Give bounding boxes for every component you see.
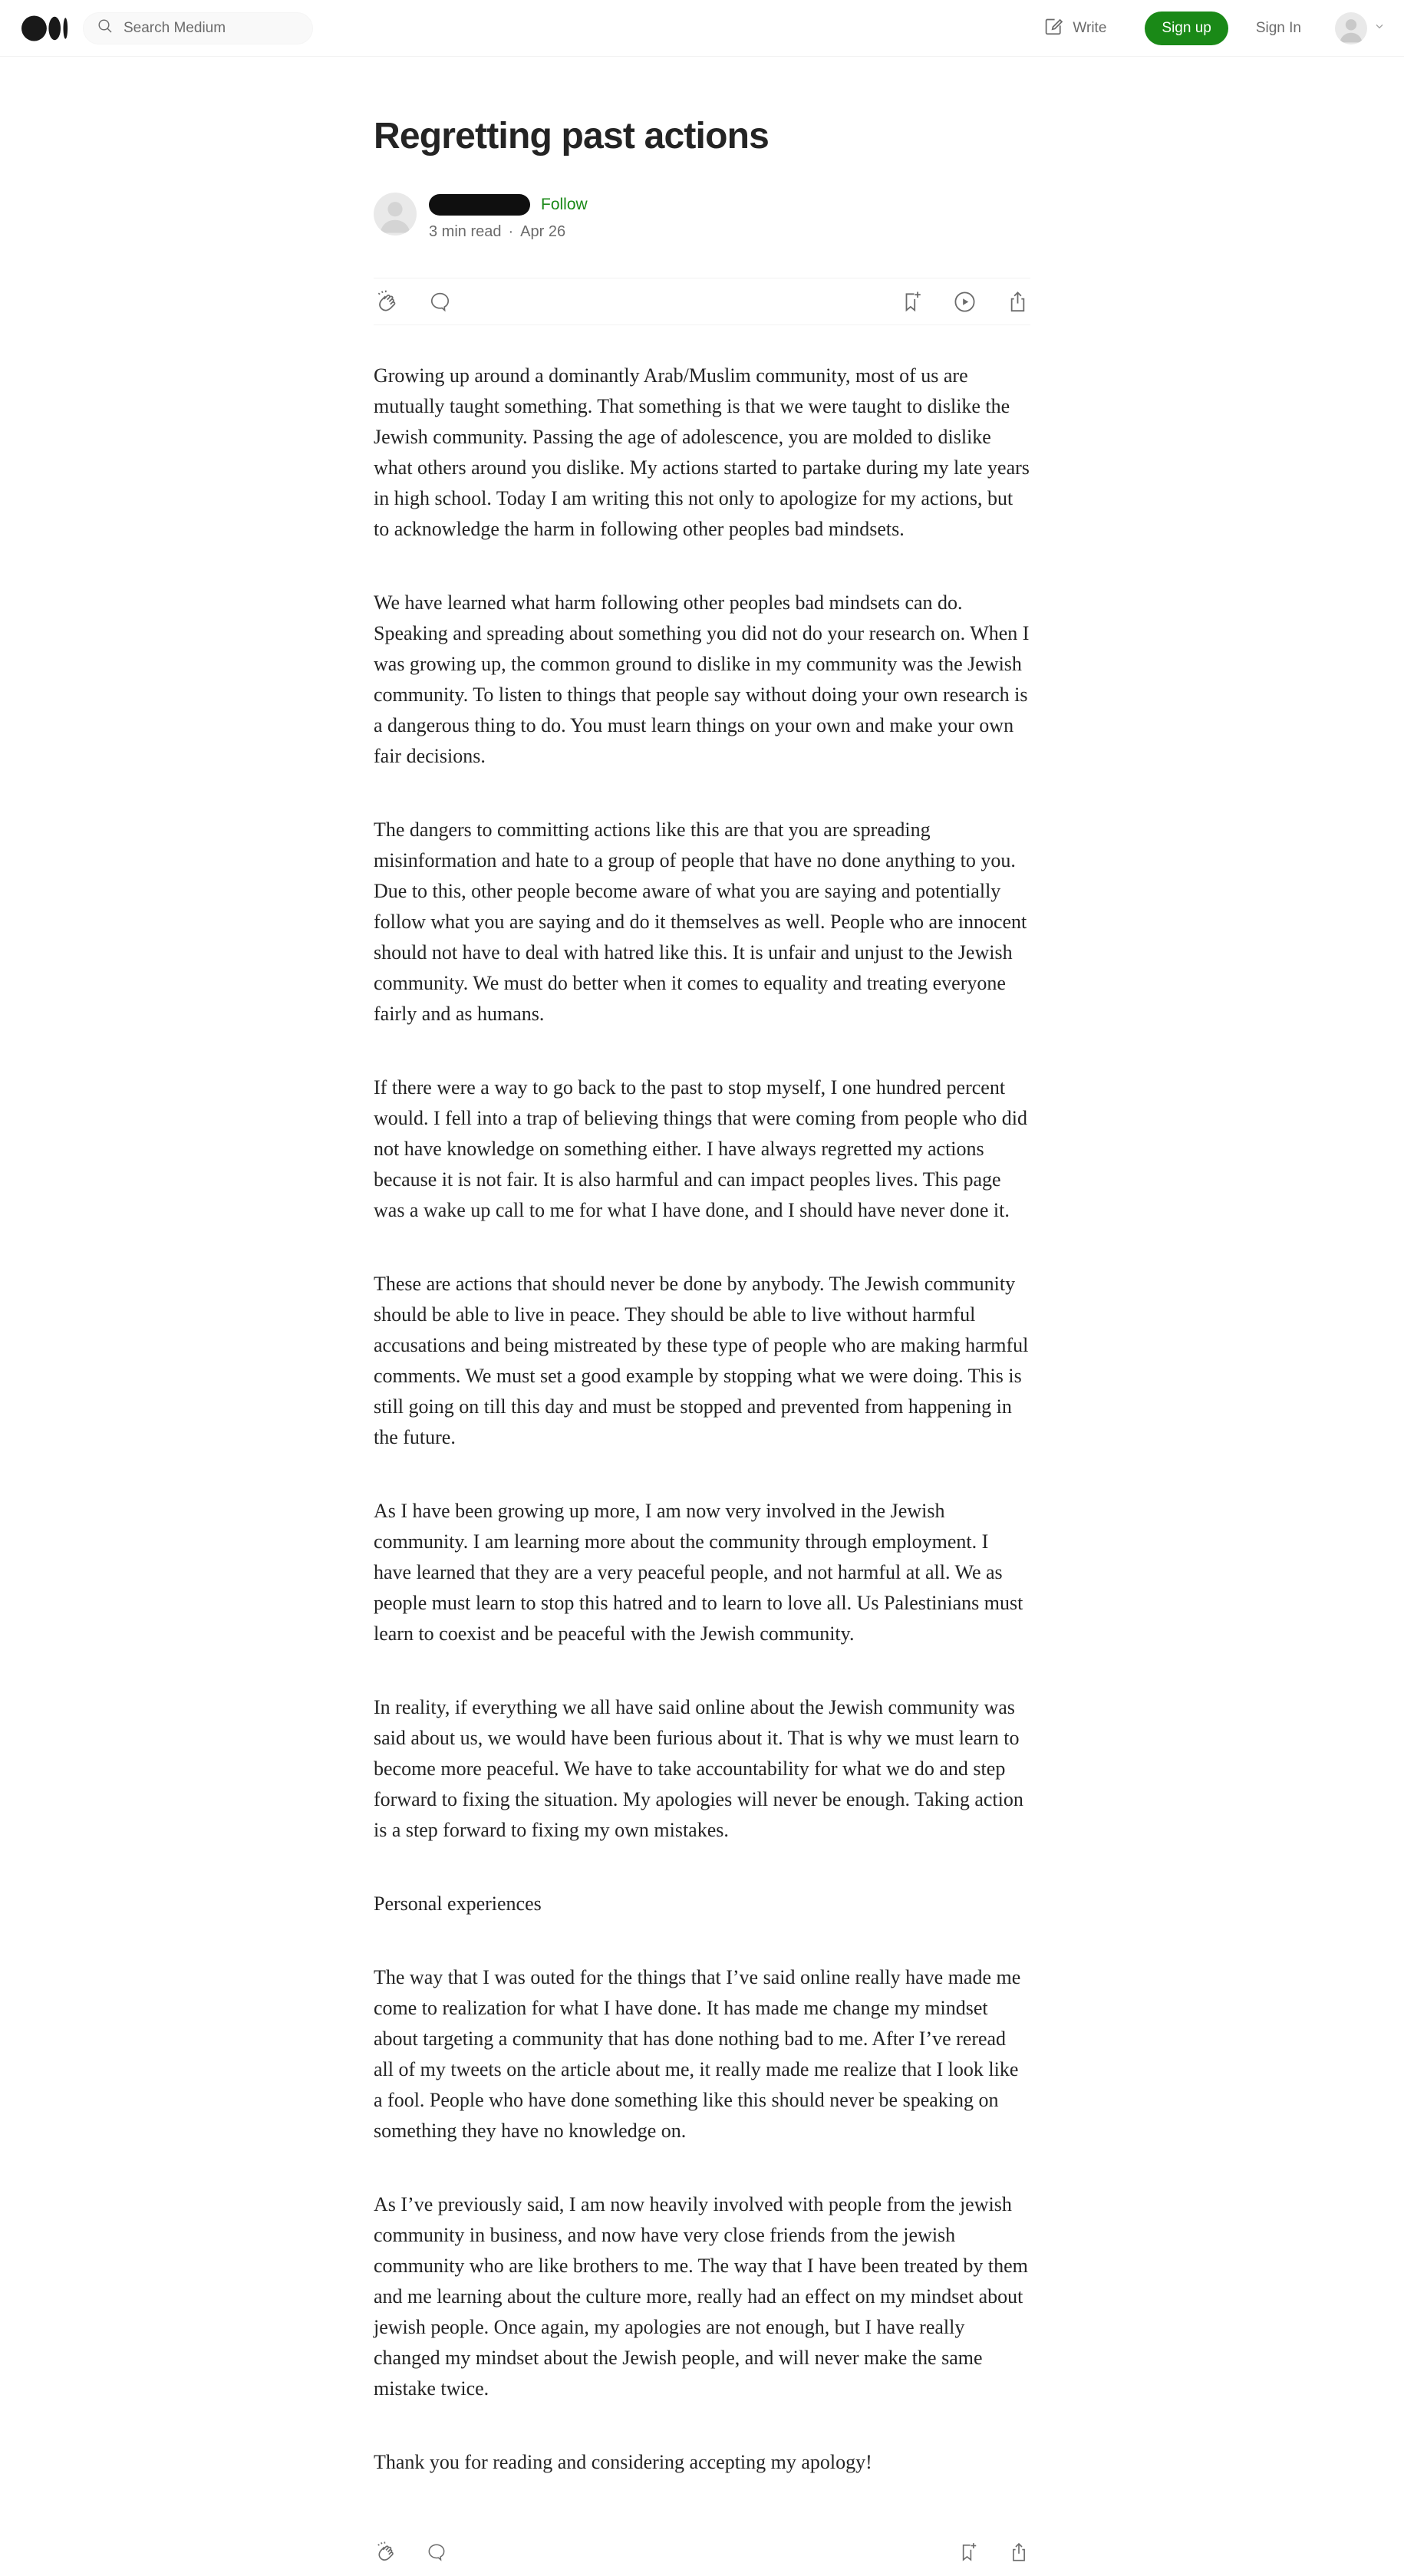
user-menu[interactable] bbox=[1335, 12, 1386, 44]
read-time: 3 min read bbox=[429, 223, 502, 240]
paragraph: These are actions that should never be done by anybody. The Jewish community should be able to live in peace. They should be able to live without harmful accusations and being mistreated by these type of people who are making harmful comments. We must set a good example by stopping what we were doing. This is still going on till this day and must be stopped and prevented from happening in the future. bbox=[374, 1273, 1029, 1448]
write-icon bbox=[1042, 15, 1065, 42]
clap-icon bbox=[374, 289, 399, 315]
listen-button[interactable] bbox=[952, 289, 977, 315]
search-input[interactable] bbox=[122, 19, 300, 38]
clap-button[interactable] bbox=[374, 2541, 397, 2564]
article-column bbox=[374, 115, 1030, 2576]
section-heading: Personal experiences bbox=[374, 1892, 542, 1915]
medium-logo-icon[interactable] bbox=[21, 15, 69, 42]
paragraph: As I’ve previously said, I am now heavily involved with people from the jewish community in business, and now have very close friends from the jewish community who are like brothers to me. The way that I have been treated by them and me learning about the culture more, really had an effect on my mindset about jewish people. Once again, my apologies are not enough, but I have really changed my mindset about the Jewish people, and will never make the same mistake twice. bbox=[374, 2193, 1028, 2400]
bookmark-button[interactable] bbox=[957, 2541, 980, 2564]
author-block bbox=[374, 193, 1030, 241]
play-circle-icon bbox=[952, 289, 977, 315]
paragraph: Growing up around a dominantly Arab/Muslim community, most of us are mutually taught something. That something is that we were taught to dislike the Jewish community. Passing the age of adolescence, you are molded to dislike what others around you dislike. My actions started to partake during my late years in high school. Today I am writing this not only to apologize for my actions, but to acknowledge the harm in following other peoples bad mindsets. bbox=[374, 364, 1030, 540]
meta-separator: · bbox=[508, 223, 514, 240]
paragraph: In reality, if everything we all have said online about the Jewish community was said about us, we would have been furious about it. That is why we must learn to become more peaceful. We have to take accountability for what we do and step forward to fixing the situation. My apologies will never be enough. Taking action is a step forward to fixing my own mistakes. bbox=[374, 1696, 1023, 1841]
share-button[interactable] bbox=[1005, 289, 1030, 315]
closing-paragraph: Thank you for reading and considering accepting my apology! bbox=[374, 2451, 872, 2473]
comment-icon bbox=[428, 290, 452, 314]
share-button[interactable] bbox=[1007, 2541, 1030, 2564]
page-title: Regretting past actions bbox=[374, 116, 770, 156]
paragraph: The dangers to committing actions like this are that you are spreading misinformation and hate to a group of people that have no done anything to you. Due to this, other people become aware of what you are saying and potentially follow what you are saying and do it themselves as well. People who are innocent should not have to deal with hatred like this. It is unfair and unjust to the Jewish community. We must do better when it comes to equality and treating everyone fairly and as humans. bbox=[374, 819, 1027, 1025]
author-avatar[interactable] bbox=[374, 193, 417, 236]
article-meta bbox=[429, 223, 588, 241]
navbar-actions bbox=[1037, 12, 1386, 45]
bookmark-button[interactable] bbox=[899, 289, 924, 315]
chevron-down-icon[interactable] bbox=[1373, 20, 1386, 36]
comment-button[interactable] bbox=[426, 2541, 447, 2563]
paragraph: If there were a way to go back to the past to stop myself, I one hundred percent would. I fell into a trap of believing things that were coming from people who did not have knowledge on something either. I have always regretted my actions because it is not fair. It is also harmful and can impact peoples lives. This page was a wake up call to me for what I have done, and I should have never done it. bbox=[374, 1076, 1028, 1221]
signup-button[interactable]: Sign up bbox=[1145, 12, 1228, 45]
article-actions-top bbox=[374, 278, 1030, 325]
share-icon bbox=[1005, 289, 1030, 315]
clap-button[interactable] bbox=[374, 289, 399, 315]
search-box[interactable] bbox=[83, 12, 313, 44]
avatar[interactable] bbox=[1335, 12, 1367, 44]
article-body bbox=[374, 361, 1030, 2478]
author-name-redacted[interactable] bbox=[429, 194, 530, 216]
publish-date: Apr 26 bbox=[520, 223, 566, 240]
paragraph: The way that I was outed for the things that I’ve said online really have made me come to realization for what I have done. It has made me change my mindset about targeting a community that has done nothing bad to me. After I’ve reread all of my tweets on the article about me, it really made me realize that I look like a fool. People who have done something like this should never be speaking on something they have no knowledge on. bbox=[374, 1966, 1021, 2142]
article-actions-bottom bbox=[374, 2528, 1030, 2576]
share-icon bbox=[1007, 2541, 1030, 2564]
write-button[interactable] bbox=[1037, 14, 1111, 43]
bookmark-add-icon bbox=[957, 2541, 980, 2564]
follow-button[interactable]: Follow bbox=[541, 196, 588, 213]
bookmark-add-icon bbox=[899, 289, 924, 315]
comment-button[interactable] bbox=[428, 290, 452, 314]
signin-button[interactable]: Sign In bbox=[1251, 19, 1306, 38]
paragraph: We have learned what harm following other peoples bad mindsets can do. Speaking and spreading about something you did not do your research on. When I was growing up, the common ground to dislike in my community was the Jewish community. To listen to things that people say without doing your own research is a dangerous thing to do. You must learn things on your own and make your own fair decisions. bbox=[374, 591, 1030, 767]
clap-icon bbox=[374, 2541, 397, 2564]
comment-icon bbox=[426, 2541, 447, 2563]
top-navbar bbox=[0, 0, 1404, 57]
search-icon bbox=[96, 17, 114, 39]
paragraph: As I have been growing up more, I am now very involved in the Jewish community. I am learning more about the community through employment. I have learned that they are a very peaceful people, and not harmful at all. We as people must learn to stop this hatred and to learn to love all. Us Palestinians must learn to coexist and be peaceful with the Jewish community. bbox=[374, 1500, 1023, 1645]
write-label: Write bbox=[1073, 19, 1107, 36]
